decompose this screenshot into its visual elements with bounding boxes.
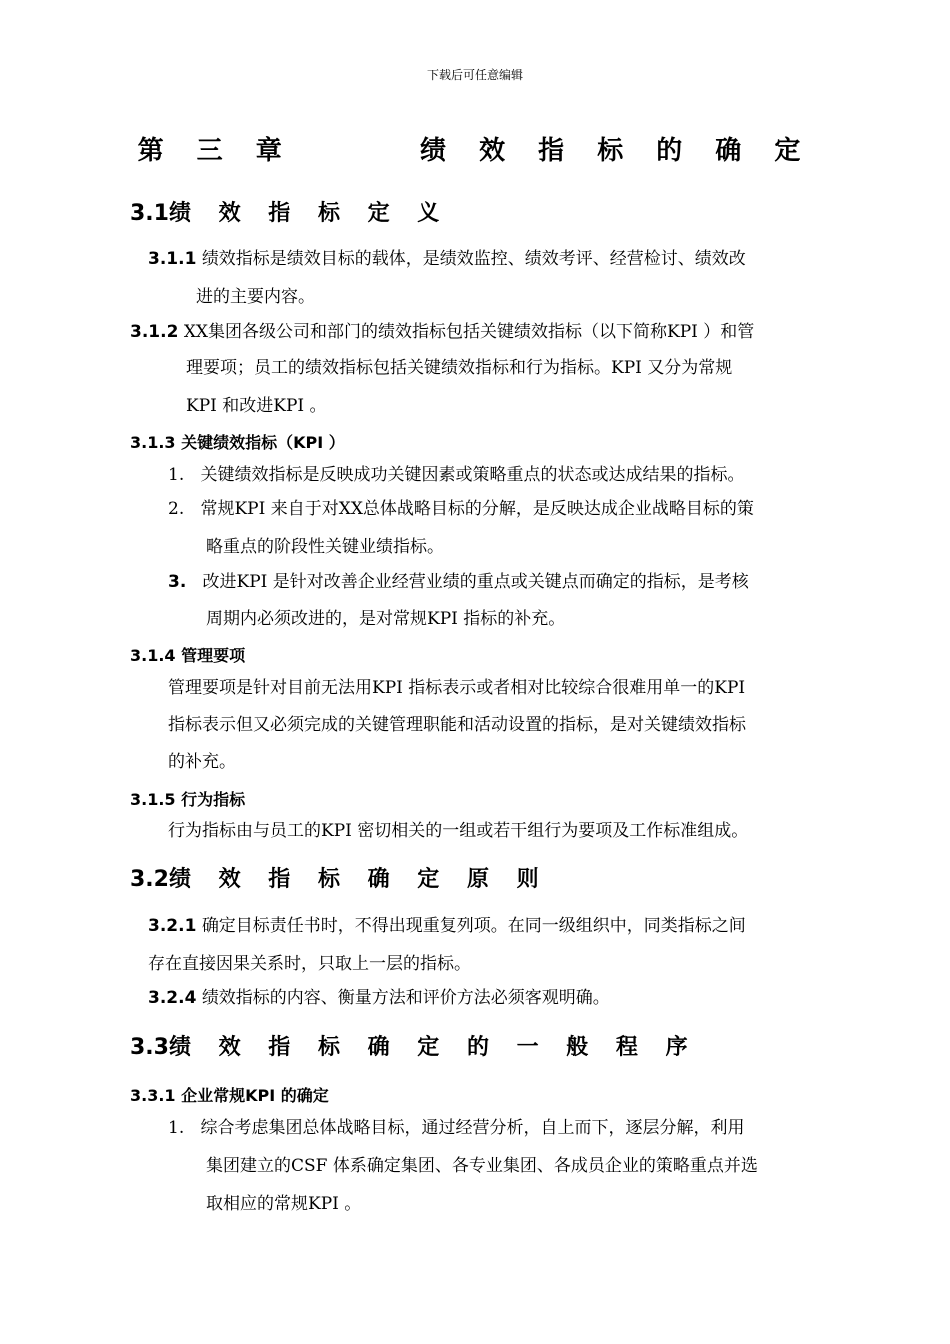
- para-3-1-2-line-3: KPI 和改进KPI 。: [186, 396, 327, 416]
- para-3-2-4-line-1: [148, 987, 610, 1009]
- section-3-2-heading: [130, 862, 549, 893]
- para-3-1-4-line-1: 管理要项是针对目前无法用KPI 指标表示或者相对比较综合很难用单一的KPI: [168, 678, 746, 698]
- chapter-title: 第 三 章 绩 效 指 标 的 确 定: [137, 136, 813, 166]
- section-number: 3.2: [130, 867, 169, 892]
- section-title: 绩 效 指 标 确 定 的 一 般 程 序: [168, 1035, 698, 1060]
- section-title: 绩 效 指 标 确 定 原 则: [168, 867, 549, 892]
- para-number: 3.2.1: [148, 916, 197, 936]
- list-text: 关键绩效指标是反映成功关键因素或策略重点的状态或达成结果的指标。: [200, 465, 745, 485]
- para-3-1-4-line-2: 指标表示但又必须完成的关键管理职能和活动设置的指标，是对关键绩效指标: [168, 715, 746, 735]
- para-3-2-1-line-2: 存在直接因果关系时，只取上一层的指标。: [148, 954, 471, 974]
- para-text: 确定目标责任书时，不得出现重复列项。在同一级组织中，同类指标之间: [201, 916, 746, 936]
- subsection-3-1-4-heading: 3.1.4 管理要项: [130, 646, 246, 665]
- para-number: 3.1.2: [130, 322, 179, 342]
- para-3-1-5-line-1: 行为指标由与员工的KPI 密切相关的一组或若干组行为要项及工作标准组成。: [168, 821, 749, 841]
- list-number: 1.: [168, 465, 185, 485]
- list-text: 综合考虑集团总体战略目标，通过经营分析，自上而下，逐层分解，利用: [200, 1118, 745, 1138]
- section-3-3-heading: [130, 1030, 698, 1061]
- subsection-3-3-1-heading: 3.3.1 企业常规KPI 的确定: [130, 1086, 329, 1105]
- page-header: 下载后可任意编辑: [426, 68, 523, 82]
- list-text: 改进KPI 是针对改善企业经营业绩的重点或关键点而确定的指标，是考核: [202, 572, 749, 592]
- list-item-1-line-3: 取相应的常规KPI 。: [206, 1194, 362, 1214]
- para-text: 绩效指标的内容、衡量方法和评价方法必须客观明确。: [201, 988, 610, 1008]
- subsection-3-1-5-heading: 3.1.5 行为指标: [130, 790, 246, 809]
- section-number: 3.3: [130, 1035, 169, 1060]
- para-3-1-1-line-1: [148, 248, 746, 270]
- para-3-1-2-line-1: [130, 321, 754, 343]
- list-item-1: [168, 1117, 744, 1139]
- list-number: 1.: [168, 1118, 185, 1138]
- list-item-2: [168, 498, 754, 520]
- list-text: 常规KPI 来自于对XX总体战略目标的分解，是反映达成企业战略目标的策: [200, 499, 754, 519]
- list-item-1-line-2: 集团建立的CSF 体系确定集团、各专业集团、各成员企业的策略重点并选: [206, 1156, 758, 1176]
- section-3-1-heading: [130, 196, 449, 227]
- subsection-3-1-3-heading: 3.1.3 关键绩效指标（KPI ）: [130, 433, 345, 452]
- para-text: 绩效指标是绩效目标的载体，是绩效监控、绩效考评、经营检讨、绩效改: [201, 249, 746, 269]
- list-number: 3.: [168, 572, 187, 592]
- para-number: 3.2.4: [148, 988, 197, 1008]
- section-number: 3.1: [130, 201, 169, 226]
- para-3-1-4-line-3: 的补充。: [168, 752, 236, 772]
- list-item-1: [168, 464, 744, 486]
- list-number: 2.: [168, 499, 185, 519]
- para-3-1-1-line-2: 进的主要内容。: [196, 287, 315, 307]
- para-number: 3.1.1: [148, 249, 197, 269]
- section-title: 绩 效 指 标 定 义: [168, 201, 450, 226]
- list-item-3-line-2: 周期内必须改进的，是对常规KPI 指标的补充。: [206, 609, 566, 629]
- list-item-2-line-2: 略重点的阶段性关键业绩指标。: [206, 537, 444, 557]
- list-item-3: [168, 571, 749, 593]
- para-3-2-1-line-1: [148, 915, 746, 937]
- para-text: XX集团各级公司和部门的绩效指标包括关键绩效指标（以下简称KPI ）和管: [183, 322, 755, 342]
- para-3-1-2-line-2: 理要项；员工的绩效指标包括关键绩效指标和行为指标。KPI 又分为常规: [186, 358, 733, 378]
